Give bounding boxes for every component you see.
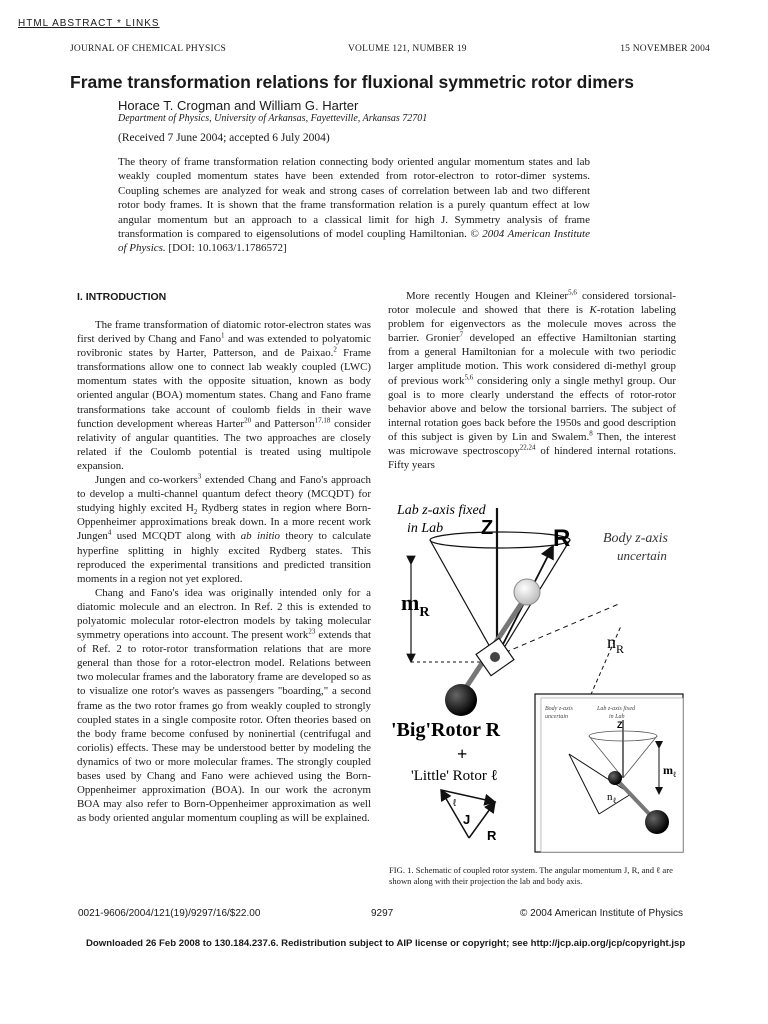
reference[interactable]: 17,18 (314, 416, 331, 425)
lab-axis-label-1: Lab z-axis fixed (397, 503, 486, 518)
rotor-center (490, 652, 500, 662)
z-axis-label: Z (481, 517, 494, 539)
plus-sign: + (457, 744, 468, 764)
inset-body-label-2: uncertain (545, 714, 568, 720)
reference[interactable]: 2 (333, 345, 337, 354)
inset-body-label-1: Body z-axis (545, 706, 573, 712)
m-r-label: $m_R$ (401, 590, 430, 620)
reference[interactable]: 22,24 (519, 443, 536, 452)
received-dates: (Received 7 June 2004; accepted 6 July 2004) (118, 132, 330, 144)
download-notice[interactable]: Downloaded 26 Feb 2008 to 130.184.237.6. Redistribution subject to AIP license or copyright; see http://jcp.aip.org/jcp/copyright.jsp (86, 938, 686, 949)
footer-page-number: 9297 (371, 908, 394, 919)
top-links[interactable]: HTML ABSTRACT * LINKS (18, 18, 160, 29)
paragraph: Chang and Fano's idea was originally intended only for a diatomic molecule and an electron. In Ref. 2 this is extended to polyatomic molecular rotor-electron models by taking molecular symmetry operations into account. The present work$^{23}$ extends that of Ref. 2 to rotor-rotor transformation relations that are more general than those for a rotor-electron model. Relations between two molecular frames and the laboratory frame are developed so as to visualize one rotor's waves as passengers "boarding," a second frame as the two rotor frames go from weakly coupled to strongly coupled states in a single composite rotor. Often theories based on the body frame become confused by noninertial (centrifugal and coriolis) effects. These may be understood better by modeling the dynamics of two or more molecular frames. The strongly coupled bases used by Chang and Fano were achieved using the Born-Oppenheimer approximation (BOA). In our work the acronym BOA may also refer to Born-Oppenheimer approximation as well as body oriented angular momentum coupling as will be explained. (77, 586, 372, 825)
abstract (118, 155, 590, 256)
figure-coupled-rotor (385, 498, 685, 860)
rotor-light-atom (514, 579, 540, 605)
body-axis-label-2: uncertain (617, 548, 667, 563)
reference[interactable]: 5,6 (568, 288, 577, 297)
right-column (388, 289, 676, 472)
volume-number: VOLUME 121, NUMBER 19 (348, 44, 467, 54)
lab-axis-label-2: in Lab (407, 521, 444, 536)
footer-copyright: © 2004 American Institute of Physics (520, 908, 684, 919)
reference[interactable]: 8 (589, 429, 593, 438)
rotor-heavy-atom (445, 684, 477, 716)
big-rotor-label: 'Big'Rotor R (391, 719, 501, 741)
n-r-label: $n_R$ (607, 632, 625, 656)
reference[interactable]: 23 (308, 627, 316, 636)
r-small-label: R (487, 828, 497, 843)
precession-cone-top (430, 532, 570, 548)
paragraph: Jungen and co-workers$^3$ extended Chang and Fano's approach to develop a multi-channel quantum defect theory (MCQDT) for studying highly excited $H_2$ Rydberg states in region where Born-Oppenheimer approximations break down. In a more recent work Jungen$^4$ used MCQDT along with ab initio theory to calculate hyperfine splitting in highly excited Rydberg states. This reproduced the experimental transitions and predicted transition moments in a region not yet explored. (77, 472, 371, 585)
abstract-copyright: © 2004 American Institute of Physics. (118, 228, 590, 255)
j-label: J (463, 812, 471, 827)
footer-code: 0021-9606/2004/121(19)/9297/16/$22.00 (78, 908, 261, 919)
reference[interactable]: 20 (244, 416, 252, 425)
reference[interactable]: 7 (459, 330, 464, 339)
inset-z-label: Z (617, 720, 623, 730)
journal-name: JOURNAL OF CHEMICAL PHYSICS (70, 44, 226, 54)
figure-drawing (385, 498, 685, 860)
inset-m-label: $m_\ell$ (663, 763, 676, 779)
paragraph: More recently Hougen and Kleiner$^{5,6}$ considered torsional-rotor molecule and showed that there is K-rotation labeling problem for eigenvectors as the molecule moves across the barrier. Gronier$^7$ developed an effective Hamiltonian starting from a general Hamiltonian for a molecule with two periodic larger amplitude motion. This work considered di-methyl group of previous work$^{5,6}$ considering only a single methyl group. Our goal is to more clearly understand the effects of rotor-rotor behavior above and below the torsional barriers. The subject of internal rotation goes back before the 1950s and good description of this subject is given by Lin and Swalem.$^8$ Then, the interest was microwave spectroscopy$^{22,24}$ of hindered internal rotations. Fifty years (388, 288, 676, 472)
issue-date: 15 NOVEMBER 2004 (620, 44, 710, 54)
inset-lab-label-1: Lab z-axis fixed (597, 706, 635, 712)
body-axis-label-1: Body z-axis (603, 531, 668, 546)
section-heading: I. INTRODUCTION (77, 291, 167, 303)
reference[interactable]: 5,6 (464, 372, 474, 381)
reference[interactable]: 4 (107, 528, 112, 537)
reference[interactable]: 1 (221, 331, 225, 340)
cone-edge-left (430, 540, 495, 656)
abstract-text: The theory of frame transformation relation connecting body oriented angular momentum states and lab weakly coupled momentum states have been extended from rotor-electron to rotor-dimer systems. Coupling schemes are analyzed for weak and strong cases of correlation between lab and two different rotor body frames. It is shown that the frame transformation relation is a purely quantum effect at low angular momentum but an approach to a classical limit for high J. Symmetry analysis of frame transformation is compared to eigensolutions of model coupling Hamiltonian. (118, 156, 590, 241)
paragraph: The frame transformation of diatomic rotor-electron states was first derived by Chang and Fano$^1$ and was extended to polyatomic rovibronic states by Harter, Patterson, and de Paixao.$^2$ Frame transformations allow one to connect lab weakly coupled (LWC) momentum states with the opposite situation, known as body oriented angular (BOA) momentum states. Chang and Fano frame transformations take account of coulomb fields in their wave function development whereas Harter$^{20}$ and Patterson$^{17,18}$ consider relativity of angular quantities. The two approaches are closely related if the Coulomb potential is treated using multipole expansion. (77, 319, 371, 472)
article-title: Frame transformation relations for fluxional symmetric rotor dimers (70, 72, 635, 92)
reference[interactable]: 3 (197, 472, 202, 481)
authors: Horace T. Crogman and William G. Harter (118, 98, 359, 113)
little-rotor-label: 'Little' Rotor ℓ (411, 768, 498, 784)
j-vector (441, 790, 495, 802)
figure-caption: FIG. 1. Schematic of coupled rotor system. The angular momentum J, R, and ℓ are shown along with their projection the lab and body axis. (389, 865, 673, 886)
abstract-doi[interactable]: [DOI: 10.1063/1.1786572] (168, 242, 287, 255)
ell-small-label: ℓ (453, 798, 457, 809)
inset-atom-large (645, 810, 669, 834)
left-column (77, 318, 371, 825)
inset-n-label: $n_\ell$ (607, 791, 617, 805)
inset-lab-label-2: in Lab (609, 714, 625, 720)
affiliation: Department of Physics, University of Arkansas, Fayetteville, Arkansas 72701 (118, 113, 428, 124)
r-vector-label: R (553, 525, 571, 552)
inset-atom-small (608, 771, 622, 785)
